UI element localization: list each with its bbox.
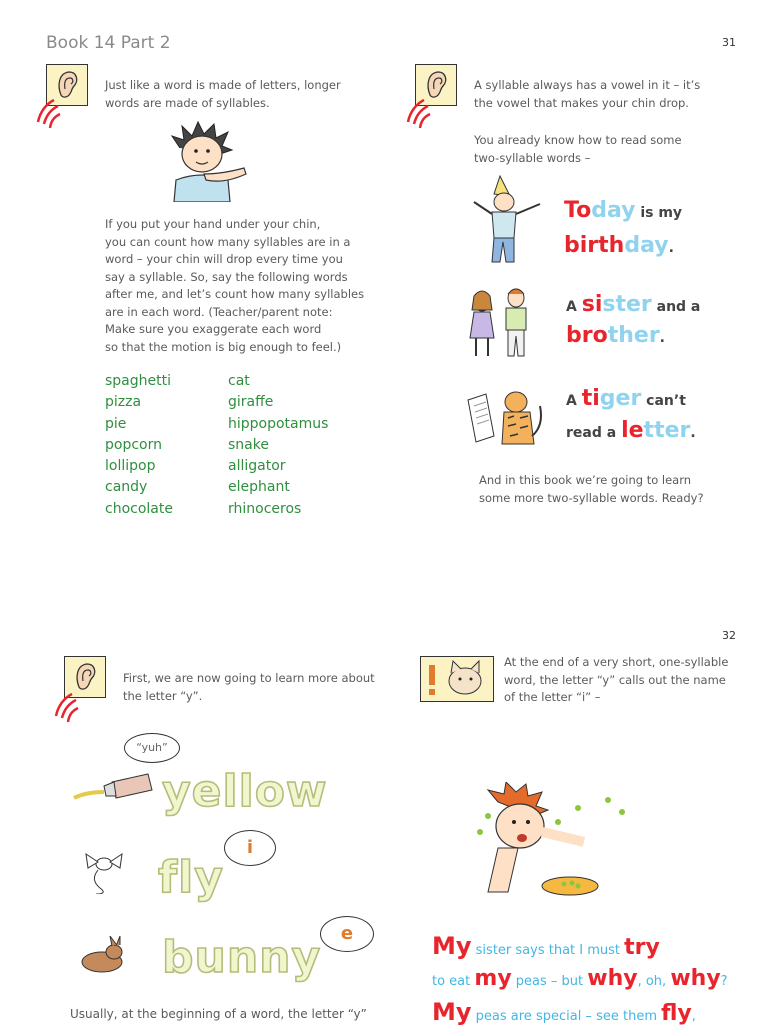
bunny-illustration [76, 936, 128, 974]
list-item: lollipop [105, 458, 156, 475]
speech-bubble-e: e [320, 916, 374, 952]
list-item: chocolate [105, 500, 173, 517]
sister-brother-illustration [462, 284, 542, 360]
tiger-letter-illustration [464, 386, 550, 448]
book-title: Book 14 Part 2 [46, 33, 171, 53]
sound-waves-icon [394, 92, 438, 136]
word-yellow: yellow [162, 766, 328, 817]
example-sister: A sister and a [566, 292, 701, 317]
list-item: cat [228, 373, 250, 389]
word-list-column-2 [228, 371, 328, 520]
list-item: pizza [105, 394, 142, 411]
speech-bubble-i: i [224, 830, 276, 866]
list-item: elephant [228, 479, 290, 496]
word-list-column-1 [105, 371, 173, 520]
example-tiger: A tiger can’t [566, 386, 686, 411]
example-birthday: birthday. [564, 233, 674, 258]
rhyme-line-1: My sister says that I must try [432, 932, 660, 960]
vowel-intro: A syllable always has a vowel in it – it’s the vowel that makes your chin drop. [474, 78, 701, 110]
list-item: giraffe [228, 394, 274, 411]
rhyme-line-2: to eat my peas – but why, oh, why? [432, 966, 728, 991]
rhyme-line-3: My peas are special – see them fly, [432, 998, 696, 1026]
example-letter: read a letter. [566, 418, 696, 443]
list-item: hippopotamus [228, 415, 329, 432]
chin-instructions: If you put your hand under your chin, you can count how many syllables are in a word – your chin will drop every time you say a syllable. So, say the following words after me, and let’s count how many syllables are in each word. (Teacher/parent note: Make sure you exaggerate each word so that the motion is big enough to feel.) [105, 217, 365, 354]
word-bunny: bunny [162, 932, 322, 983]
speech-bubble-yuh: “yuh” [124, 733, 180, 763]
list-item: alligator [228, 458, 286, 475]
sound-waves-icon [42, 686, 86, 730]
boy-chin-illustration [160, 118, 250, 202]
syllable-intro: Just like a word is made of letters, longer words are made of syllables. [105, 78, 341, 110]
list-item: snake [228, 436, 269, 453]
list-item: pie [105, 415, 127, 432]
example-today: Today is my [564, 198, 683, 223]
letter-y-intro: First, we are now going to learn more about the letter “y”. [123, 671, 375, 703]
exclamation-cat-icon [420, 656, 494, 702]
list-item: candy [105, 479, 148, 496]
paint-tube-illustration [72, 768, 156, 808]
page-number-top: 31 [722, 36, 736, 49]
word-fly: fly [158, 852, 224, 903]
list-item: rhinoceros [228, 500, 302, 517]
birthday-kid-illustration [470, 172, 546, 266]
sound-waves-icon [24, 92, 68, 136]
boy-eating-peas-illustration [458, 782, 638, 900]
list-item: spaghetti [105, 373, 172, 389]
letter-y-end-intro: At the end of a very short, one-syllable word, the letter “y” calls out the name of the letter “i” – [504, 655, 729, 704]
page-number-bottom: 32 [722, 629, 736, 642]
ready-prompt: And in this book we’re going to learn some more two-syllable words. Ready? [479, 473, 704, 505]
list-item: popcorn [105, 436, 162, 453]
two-syllable-intro: You already know how to read some two-syllable words – [474, 133, 682, 165]
fly-illustration [78, 850, 130, 894]
letter-y-footer: Usually, at the beginning of a word, the letter “y” [70, 1007, 367, 1021]
example-brother: brother. [566, 323, 665, 348]
